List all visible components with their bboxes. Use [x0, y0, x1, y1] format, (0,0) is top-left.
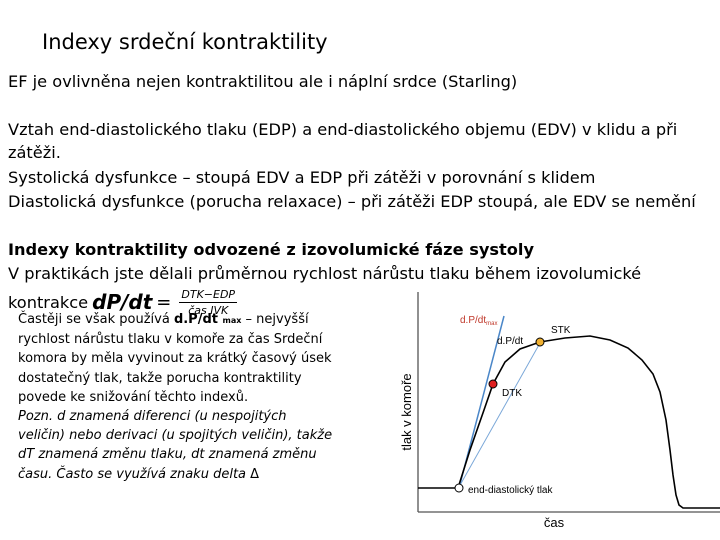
text-line-edp-edv: Vztah end-diastolického tlaku (EDP) a end-diastolického objemu (EDV) v klidu a při [8, 120, 678, 139]
text-line-zatezi: zátěži. [8, 143, 61, 162]
para-line-4: dostatečný tlak, takže porucha kontraktility [18, 370, 302, 386]
edp-point [455, 484, 463, 492]
para-line-5: povede ke snižování těchto indexů. [18, 389, 249, 405]
x-axis-label: čas [543, 515, 565, 530]
text-line-systolicka: Systolická dysfunkce – stoupá EDV a EDP při zátěži v porovnání s klidem [8, 168, 596, 187]
formula-prefix: kontrakce [8, 292, 89, 312]
para-dpdt-sub: max [222, 316, 242, 325]
dtk-point [489, 380, 497, 388]
text-line-diastolicka: Diastolická dysfunkce (porucha relaxace) – při zátěži EDP stoupá, ale EDV se nemění [8, 192, 696, 211]
pressure-curve [418, 336, 720, 508]
text-line-ef: EF je ovlivněna nejen kontraktilitou ale i náplní srdce (Starling) [8, 72, 518, 91]
dtk-label: DTK [502, 388, 522, 399]
dpdt-label: d.P/dt [497, 336, 524, 347]
stk-label: STK [551, 325, 571, 336]
slide-title: Indexy srdeční kontraktility [42, 30, 328, 54]
dpdt-max-label [460, 315, 497, 327]
text-line-praktika: V praktikách jste dělali průměrnou rychlost nárůstu tlaku během izovolumické [8, 264, 642, 283]
heading-indexy-kontraktility: Indexy kontraktility odvozené z izovolumické fáze systoly [8, 240, 534, 259]
para-text: Častěji se však používá [18, 312, 174, 327]
para-line-6: Pozn. d znamená diferenci (u nespojitých [18, 409, 287, 425]
formula-numerator: DTK−EDP [181, 287, 236, 301]
para-dpdt: d.P/dt [173, 312, 223, 327]
y-axis-label: tlak v komoře [399, 373, 414, 451]
para-line-8: dT znamená změnu tlaku, dt znamená změnu [18, 447, 317, 463]
edp-label: end-diastolický tlak [468, 485, 553, 496]
para-line-2: rychlost nárůstu tlaku v komoře za čas Srdeční [18, 332, 323, 348]
para-line-7: veličin) nebo derivaci (u spojitých veličin), takže [18, 428, 333, 444]
stk-point [536, 338, 544, 346]
formula-denominator: čas IVK [188, 303, 229, 317]
para-text: času. Často se využívá znaku delta [18, 466, 251, 482]
delta-symbol: Δ [250, 466, 260, 482]
para-text: – nejvyšší [241, 312, 309, 327]
dpdt-max-label-sub: max [486, 321, 498, 327]
para-line-3: komora by měla vyvinout za krátký časový úsek [18, 351, 332, 367]
formula-equals: = [156, 291, 172, 313]
dpdt-max-label-main: d.P/dt [460, 315, 487, 326]
dpdt-average-line [459, 343, 540, 487]
formula-lhs: dP/dt [92, 290, 153, 314]
